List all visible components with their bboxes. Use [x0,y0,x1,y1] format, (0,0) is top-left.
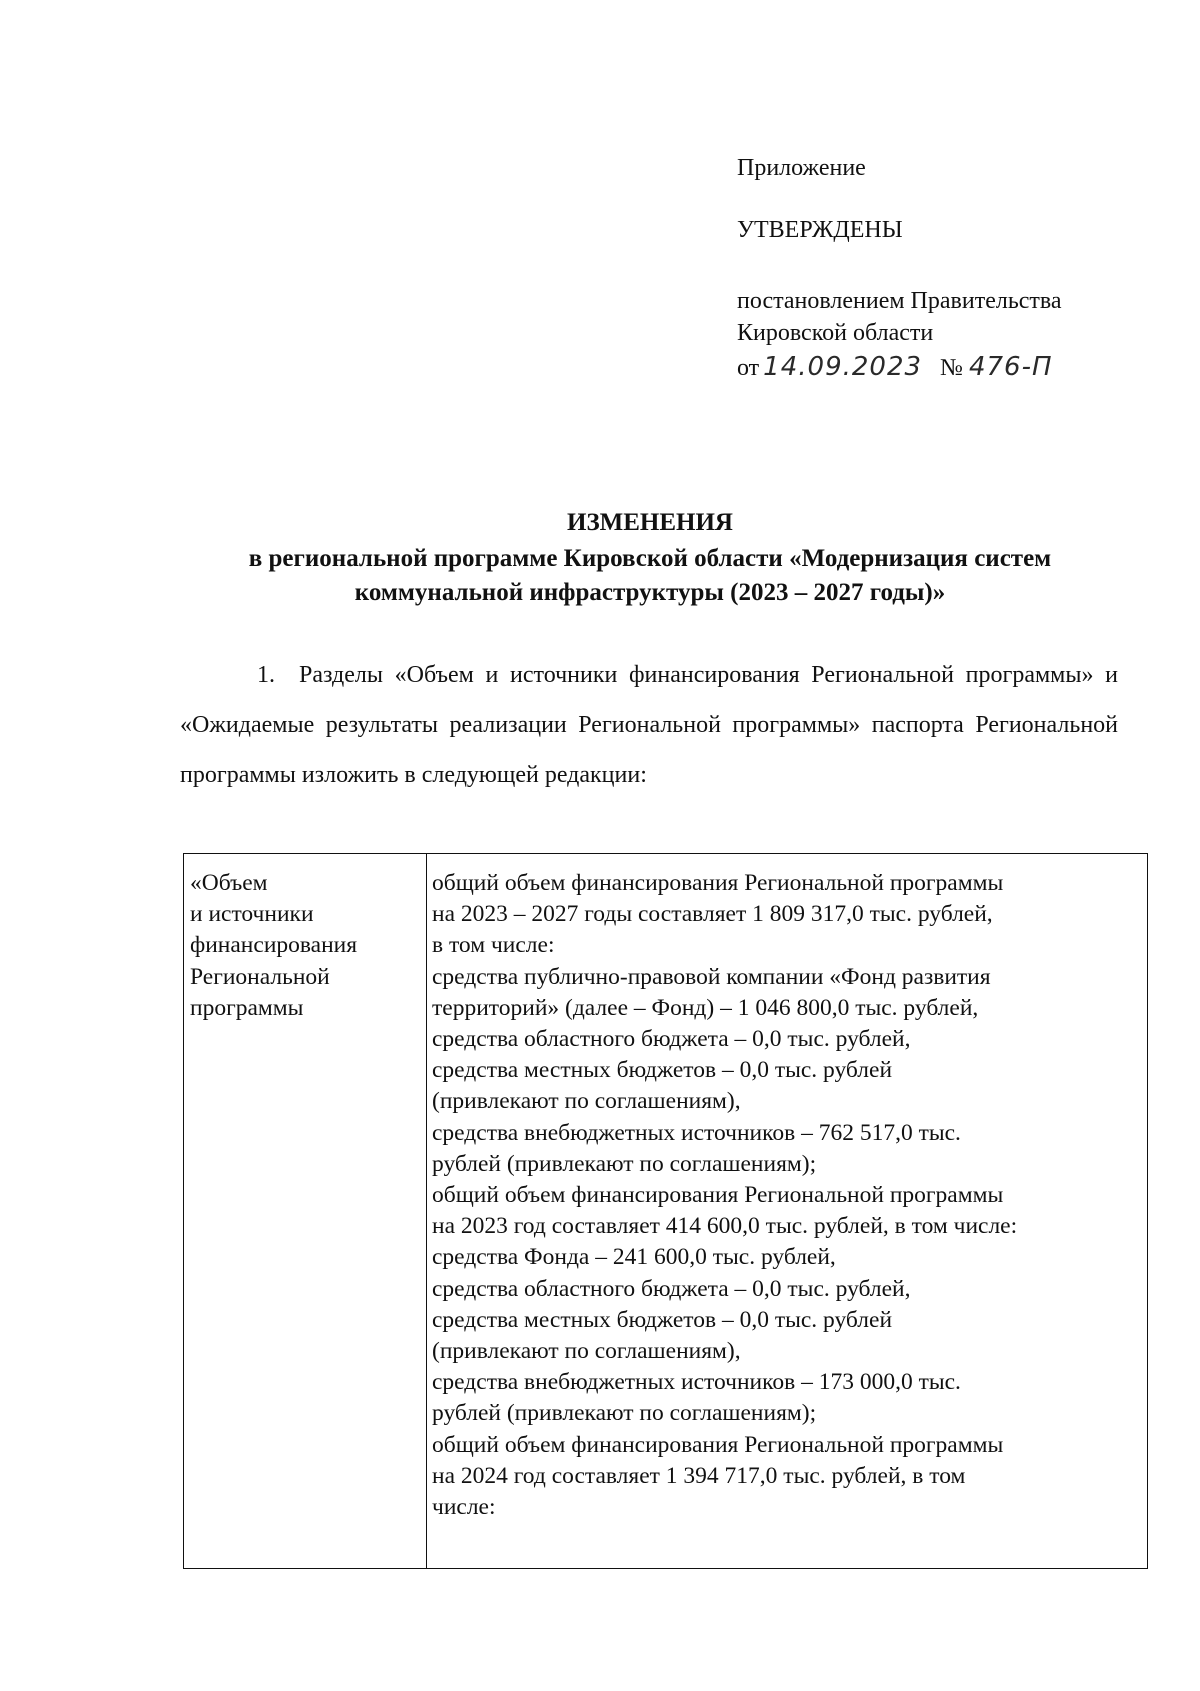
table-right-line: средства Фонда – 241 600,0 тыс. рублей, [432,1244,836,1271]
table-right-line: средства местных бюджетов – 0,0 тыс. рублей [432,1057,893,1084]
financing-table [183,853,1148,1569]
handwritten-number: 476-П [968,352,1053,382]
table-right-line: числе: [432,1494,496,1521]
table-right-cell [432,868,1144,1523]
table-right-line: общий объем финансирования Региональной программы [432,870,1004,896]
table-right-line: средства внебюджетных источников – 173 000,0 тыс. [432,1369,961,1396]
table-right-line: средства областного бюджета – 0,0 тыс. рублей, [432,1275,911,1302]
table-right-line: территорий» (далее – Фонд) – 1 046 800,0 тыс. рублей, [432,994,979,1021]
number-sign: № [940,355,963,381]
document-subtitle-line-2: коммунальной инфраструктуры (2023 – 2027 годы)» [354,579,946,606]
date-prefix: от [737,355,760,381]
table-right-line: (привлекают по соглашениям), [432,1338,741,1365]
resolution-line-1: постановлением Правительства [737,288,1062,314]
table-column-divider [426,854,427,1568]
document-title: ИЗМЕНЕНИЯ [567,509,733,536]
table-right-line: на 2023 год составляет 414 600,0 тыс. рублей, в том числе: [432,1213,1018,1240]
handwritten-date: 14.09.2023 [763,352,923,382]
date-number-line [737,351,1053,384]
appendix-label: Приложение [737,155,866,181]
table-right-line: рублей (привлекают по соглашениям); [432,1400,817,1427]
approved-label: УТВЕРЖДЕНЫ [737,217,903,243]
table-right-line: на 2023 – 2027 годы составляет 1 809 317,0 тыс. рублей, [432,901,993,928]
document-title-block [180,506,1120,610]
table-right-line: (привлекают по соглашениям), [432,1088,741,1115]
resolution-block [737,285,1062,349]
resolution-line-2: Кировской области [737,320,934,346]
table-right-line: в том числе: [432,932,555,959]
document-subtitle-line-1: в региональной программе Кировской области «Модернизация систем [248,545,1052,572]
table-right-line: на 2024 год составляет 1 394 717,0 тыс. рублей, в том [432,1462,966,1489]
table-right-line: общий объем финансирования Региональной программы [432,1431,1004,1458]
body-paragraph: 1. Разделы «Объем и источники финансирования Региональной программы» и «Ожидаемые результаты реализации Региональной программы» паспорта Региональной программы изложить в следующей редакции: [180,662,1118,788]
table-right-line: рублей (привлекают по соглашениям); [432,1150,817,1177]
table-right-line: средства внебюджетных источников – 762 517,0 тыс. [432,1119,961,1146]
table-right-line: общий объем финансирования Региональной программы [432,1182,1004,1209]
table-right-line: средства областного бюджета – 0,0 тыс. рублей, [432,1026,911,1053]
table-right-line: средства публично-правовой компании «Фонд развития [432,963,991,990]
table-left-cell: «Объем и источники финансирования Региональной программы [190,870,358,1021]
table-right-line: средства местных бюджетов – 0,0 тыс. рублей [432,1306,893,1333]
